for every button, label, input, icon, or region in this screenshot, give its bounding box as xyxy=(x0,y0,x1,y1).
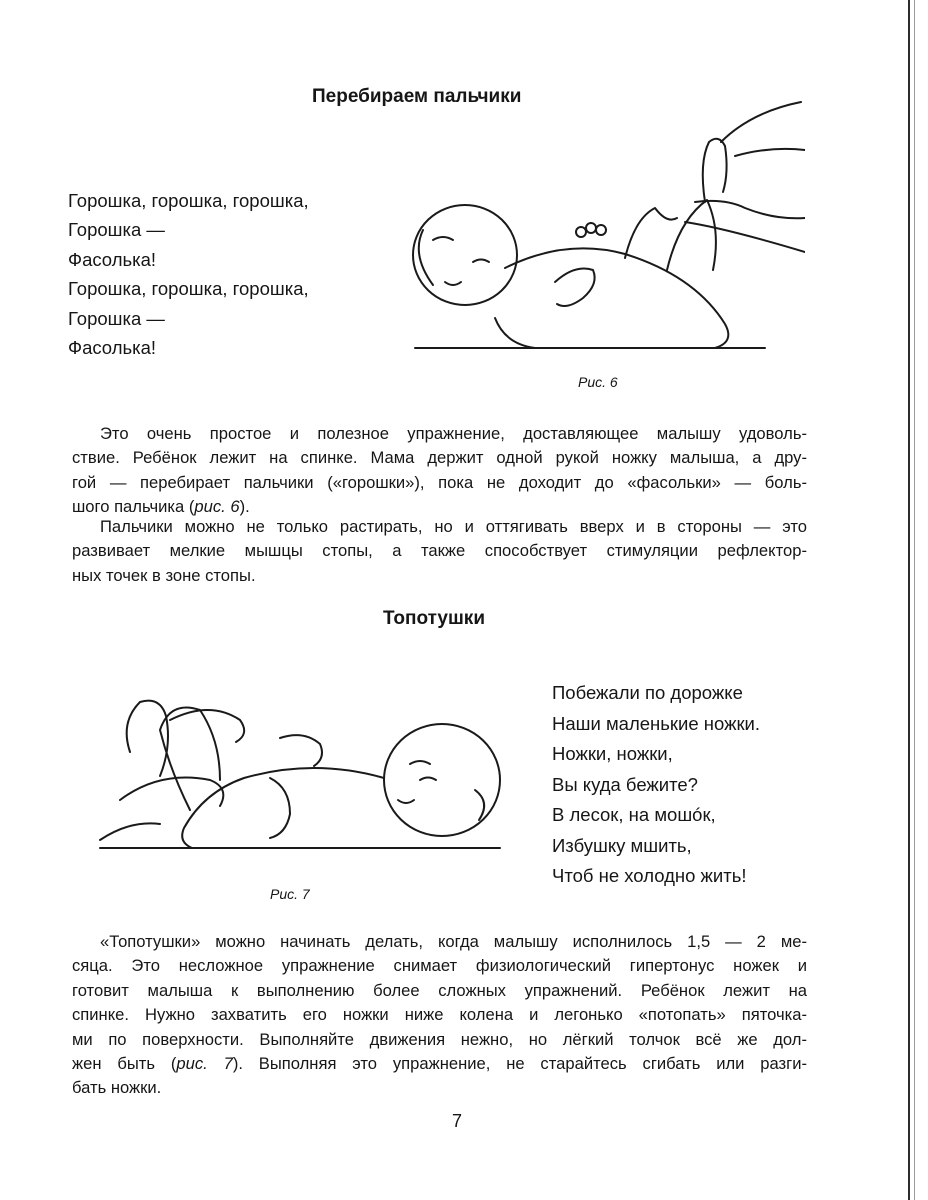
verse-line: Вы куда бежите? xyxy=(552,773,698,795)
baby-hand xyxy=(555,269,595,307)
figure-reference: рис. 6 xyxy=(194,497,240,517)
paragraph-line: гой — перебирает пальчики («горошки»), пока не доходит до «фасольки» — боль- xyxy=(72,472,807,492)
finger-bead xyxy=(596,225,606,235)
section-title-stomping: Топотушки xyxy=(383,608,485,629)
verse-line: Побежали по дорожке xyxy=(552,682,743,703)
page-number: 7 xyxy=(452,1111,463,1131)
ear xyxy=(419,230,433,285)
paragraph-line: ствие. Ребёнок лежит на спинке. Мама держит одной рукой ножку малыша, а дру- xyxy=(72,448,807,468)
figure-reference: рис. 7 xyxy=(176,1053,233,1073)
mouth xyxy=(398,800,414,803)
line-text: шого пальчика ( xyxy=(72,497,195,517)
verse-line: Горошка, горошка, горошка, xyxy=(68,278,309,300)
baby-arm xyxy=(280,735,322,766)
eyebrow xyxy=(433,237,453,240)
paragraph-line: «Топотушки» можно начинать делать, когда малышу исполнилось 1,5 — 2 ме- xyxy=(100,932,807,951)
paragraph-line: ми по поверхности. Выполняйте движения нежно, но лёгкий толчок всё же дол- xyxy=(72,1029,807,1049)
mouth xyxy=(445,282,461,285)
baby-finger-massage-illustration xyxy=(405,90,805,380)
verse-line: Горошка — xyxy=(68,219,165,241)
line-text: ). Выполняя это упражнение, не старайтесь сгибать или разги- xyxy=(232,1053,807,1073)
paragraph-line: Это очень простое и полезное упражнение, доставляющее малышу удоволь- xyxy=(100,424,807,443)
verse-line: Горошка, горошка, горошка, xyxy=(68,190,309,211)
verse-line: В лесок, на мошóк, xyxy=(552,804,716,825)
verse-line: Горошка — xyxy=(68,307,165,329)
baby-head xyxy=(413,205,517,305)
paragraph-line: готовит малыша к выполнению более сложных упражнений. Ребёнок лежит на xyxy=(72,980,807,1000)
baby-head xyxy=(384,724,500,836)
paragraph-line: бать ножки. xyxy=(72,1078,162,1098)
baby-raised-leg xyxy=(667,200,716,270)
paragraph-finger-play-2 xyxy=(72,515,807,588)
paragraph-line: развивает мелкие мышцы стопы, а также способствует стимуляции рефлектор- xyxy=(72,541,807,561)
verse-line: Наши маленькие ножки. xyxy=(552,712,761,734)
paragraph-line xyxy=(72,1052,807,1076)
finger-bead xyxy=(576,227,586,237)
finger-bead xyxy=(586,223,596,233)
baby-foot xyxy=(703,139,727,202)
page-edge-shadow xyxy=(914,0,915,1200)
mother-hand-bottom xyxy=(685,201,805,252)
verse-finger-play xyxy=(68,186,309,362)
baby-stomping-illustration xyxy=(80,680,520,880)
page-edge xyxy=(908,0,910,1200)
figure-caption-6: Рис. 6 xyxy=(578,374,618,390)
eye xyxy=(420,778,436,781)
baby-leg xyxy=(625,208,677,258)
paragraph-stomping xyxy=(72,930,807,1101)
paragraph-line: сяца. Это несложное упражнение снимает физиологический гипертонус ножек и xyxy=(72,956,807,976)
verse-line: Чтоб не холодно жить! xyxy=(552,865,747,886)
eyebrow xyxy=(410,761,430,764)
baby-hand xyxy=(270,778,290,838)
verse-stomping xyxy=(552,678,760,892)
paragraph-line: спинке. Нужно захватить его ножки ниже колена и легонько «потопать» пяточка- xyxy=(72,1005,807,1025)
paragraph-line: ных точек в зоне стопы. xyxy=(72,565,256,585)
line-text: ). xyxy=(239,497,250,517)
eye xyxy=(473,260,489,263)
baby-body xyxy=(495,248,728,348)
verse-line: Избушку мшить, xyxy=(552,834,692,856)
section-title-finger-play: Перебираем пальчики xyxy=(312,86,522,107)
paragraph-finger-play-1 xyxy=(72,422,807,520)
verse-line: Фасолька! xyxy=(68,248,157,270)
mother-wrist xyxy=(100,823,160,840)
mother-hand-top xyxy=(721,102,805,156)
line-text: жен быть ( xyxy=(72,1053,177,1073)
figure-caption-7: Рис. 7 xyxy=(270,886,310,902)
verse-line: Ножки, ножки, xyxy=(552,743,673,764)
paragraph-line: Пальчики можно не только растирать, но и оттягивать вверх и в стороны — это xyxy=(100,517,807,536)
verse-line: Фасолька! xyxy=(68,337,157,359)
ear xyxy=(475,790,484,820)
